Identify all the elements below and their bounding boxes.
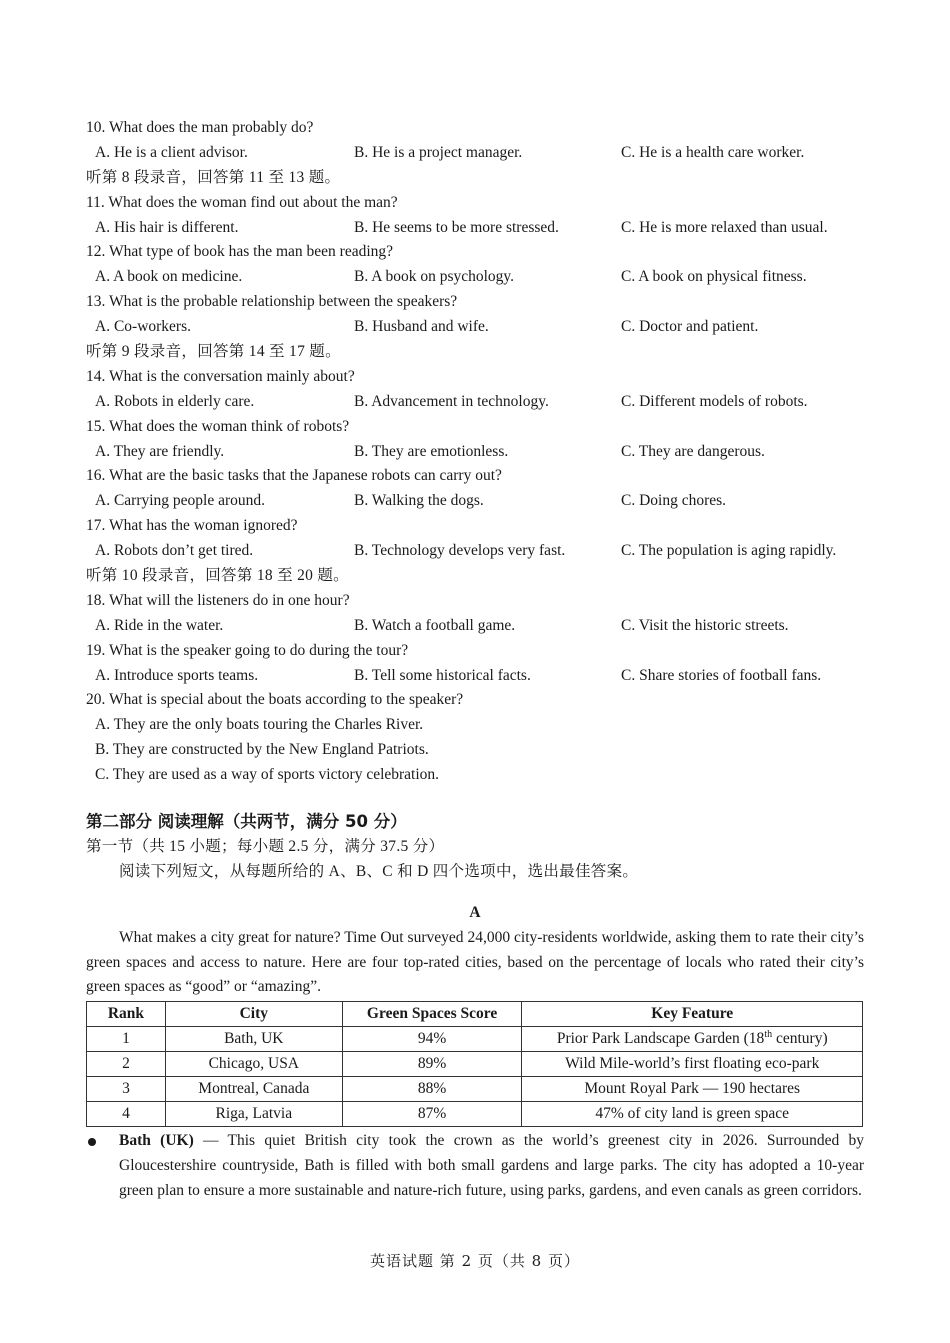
option-c: C. Doing chores. bbox=[621, 492, 727, 510]
option-a: A. Ride in the water. bbox=[95, 616, 224, 634]
reading-instruction: 阅读下列短文，从每题所给的 A、B、C 和 D 四个选项中，选出最佳答案。 bbox=[119, 862, 639, 880]
bath-heading: Bath (UK) bbox=[119, 1132, 194, 1150]
question-12-options bbox=[86, 265, 864, 290]
bath-description bbox=[86, 1128, 864, 1203]
passage-letter: A bbox=[469, 903, 481, 921]
table-row bbox=[87, 1052, 863, 1077]
option-c: C. He is a health care worker. bbox=[621, 143, 805, 161]
passage-intro: What makes a city great for nature? Time Out surveyed 24,000 city-residents worldwide, asking them to rate their city’s green spaces and access to nature. Here are four top-rated cities, based on the percentage of locals who rated their city’s green spaces as “good” or “amazing”. bbox=[86, 928, 864, 996]
option-c: C. Visit the historic streets. bbox=[621, 616, 789, 634]
header-score: Green Spaces Score bbox=[342, 1002, 522, 1027]
question-16-stem: 16. What are the basic tasks that the Japanese robots can carry out? bbox=[86, 467, 502, 485]
question-20-option-c: C. They are used as a way of sports victory celebration. bbox=[95, 766, 440, 784]
section-9-instruction: 听第 9 段录音，回答第 14 至 17 题。 bbox=[86, 343, 341, 361]
option-a: A. Introduce sports teams. bbox=[95, 666, 259, 684]
option-b: B. Husband and wife. bbox=[354, 318, 489, 336]
cell-rank: 4 bbox=[87, 1102, 166, 1127]
bath-text: — This quiet British city took the crown as the world’s greenest city in 2026. Surrounded by Gloucestershire countryside, Bath is filled with both small gardens and large parks. The city has adopted a 10-year green plan to ensure a more sustainable and nature-rich future, using parks, gardens, and even canals as green corridors. bbox=[119, 1132, 864, 1200]
question-10-stem: 10. What does the man probably do? bbox=[86, 119, 314, 136]
cell-feature: 47% of city land is green space bbox=[522, 1102, 863, 1127]
exam-page bbox=[86, 116, 864, 1203]
header-feature: Key Feature bbox=[522, 1002, 863, 1027]
option-b: B. Tell some historical facts. bbox=[354, 666, 531, 684]
option-a: A. They are friendly. bbox=[95, 442, 225, 460]
question-20-option-a: A. They are the only boats touring the Charles River. bbox=[95, 716, 424, 734]
question-17-options bbox=[86, 539, 864, 564]
question-11-stem: 11. What does the woman find out about the man? bbox=[86, 193, 398, 211]
option-a: A. He is a client advisor. bbox=[95, 143, 248, 161]
option-c: C. The population is aging rapidly. bbox=[621, 542, 837, 560]
question-19-options bbox=[86, 664, 864, 689]
cell-rank: 2 bbox=[87, 1052, 166, 1077]
cell-feature: Wild Mile-world’s first floating eco-park bbox=[522, 1052, 863, 1077]
option-c: C. Doctor and patient. bbox=[621, 318, 759, 336]
cell-feature: Mount Royal Park — 190 hectares bbox=[522, 1077, 863, 1102]
question-20-option-b: B. They are constructed by the New England Patriots. bbox=[95, 741, 429, 759]
question-13-options bbox=[86, 315, 864, 340]
city-ranking-table bbox=[86, 1001, 863, 1127]
page-footer: 英语试题 第 2 页（共 8 页） bbox=[370, 1252, 580, 1270]
question-19-stem: 19. What is the speaker going to do during the tour? bbox=[86, 641, 409, 659]
cell-score: 88% bbox=[342, 1077, 522, 1102]
question-15-stem: 15. What does the woman think of robots? bbox=[86, 417, 350, 435]
feature-superscript: th bbox=[764, 1029, 773, 1041]
header-city: City bbox=[165, 1002, 342, 1027]
option-a: A. Co-workers. bbox=[95, 318, 191, 336]
cell-city: Bath, UK bbox=[165, 1027, 342, 1052]
option-c: C. He is more relaxed than usual. bbox=[621, 218, 828, 236]
question-17-stem: 17. What has the woman ignored? bbox=[86, 517, 298, 535]
question-15-options bbox=[86, 440, 864, 465]
option-b: B. Advancement in technology. bbox=[354, 392, 549, 410]
cell-feature bbox=[522, 1027, 863, 1052]
cell-city: Riga, Latvia bbox=[165, 1102, 342, 1127]
question-16-options bbox=[86, 489, 864, 514]
part-two-title: 第二部分 阅读理解（共两节，满分 50 分） bbox=[86, 812, 407, 832]
section-10-instruction: 听第 10 段录音，回答第 18 至 20 题。 bbox=[86, 567, 349, 585]
option-a: A. Robots don’t get tired. bbox=[95, 542, 254, 560]
feature-text-start: Prior Park Landscape Garden (18 bbox=[556, 1030, 765, 1048]
cell-score: 87% bbox=[342, 1102, 522, 1127]
cell-rank: 3 bbox=[87, 1077, 166, 1102]
cell-score: 94% bbox=[342, 1027, 522, 1052]
option-b: B. They are emotionless. bbox=[354, 442, 509, 460]
question-10-options bbox=[86, 141, 864, 166]
bullet-icon bbox=[88, 1138, 96, 1146]
table-row bbox=[87, 1027, 863, 1052]
option-a: A. Robots in elderly care. bbox=[95, 392, 255, 410]
table-header-row bbox=[87, 1002, 863, 1027]
cell-city: Montreal, Canada bbox=[165, 1077, 342, 1102]
section-8-instruction: 听第 8 段录音，回答第 11 至 13 题。 bbox=[86, 168, 341, 186]
option-b: B. Walking the dogs. bbox=[354, 492, 484, 510]
table-row bbox=[87, 1077, 863, 1102]
question-20-stem: 20. What is special about the boats according to the speaker? bbox=[86, 691, 464, 709]
header-rank: Rank bbox=[87, 1002, 166, 1027]
option-b: B. Watch a football game. bbox=[354, 616, 516, 634]
option-b: B. He seems to be more stressed. bbox=[354, 218, 559, 236]
cell-city: Chicago, USA bbox=[165, 1052, 342, 1077]
option-b: B. Technology develops very fast. bbox=[354, 542, 566, 560]
option-b: B. A book on psychology. bbox=[354, 268, 515, 286]
question-18-stem: 18. What will the listeners do in one hour? bbox=[86, 591, 350, 609]
option-c: C. Different models of robots. bbox=[621, 392, 808, 410]
option-c: C. They are dangerous. bbox=[621, 442, 765, 460]
cell-rank: 1 bbox=[87, 1027, 166, 1052]
option-a: A. A book on medicine. bbox=[95, 268, 243, 286]
feature-text-end: century) bbox=[772, 1030, 828, 1048]
section-one-heading: 第一节（共 15 小题；每小题 2.5 分，满分 37.5 分） bbox=[86, 837, 445, 855]
question-18-options bbox=[86, 614, 864, 639]
option-c: C. Share stories of football fans. bbox=[621, 666, 822, 684]
cell-score: 89% bbox=[342, 1052, 522, 1077]
question-13-stem: 13. What is the probable relationship between the speakers? bbox=[86, 293, 458, 311]
option-a: A. His hair is different. bbox=[95, 218, 239, 236]
table-row bbox=[87, 1102, 863, 1127]
option-c: C. A book on physical fitness. bbox=[621, 268, 807, 286]
option-a: A. Carrying people around. bbox=[95, 492, 266, 510]
question-14-options bbox=[86, 390, 864, 415]
question-12-stem: 12. What type of book has the man been reading? bbox=[86, 243, 394, 261]
question-11-options bbox=[86, 216, 864, 241]
question-14-stem: 14. What is the conversation mainly about? bbox=[86, 367, 355, 385]
option-b: B. He is a project manager. bbox=[354, 143, 523, 161]
